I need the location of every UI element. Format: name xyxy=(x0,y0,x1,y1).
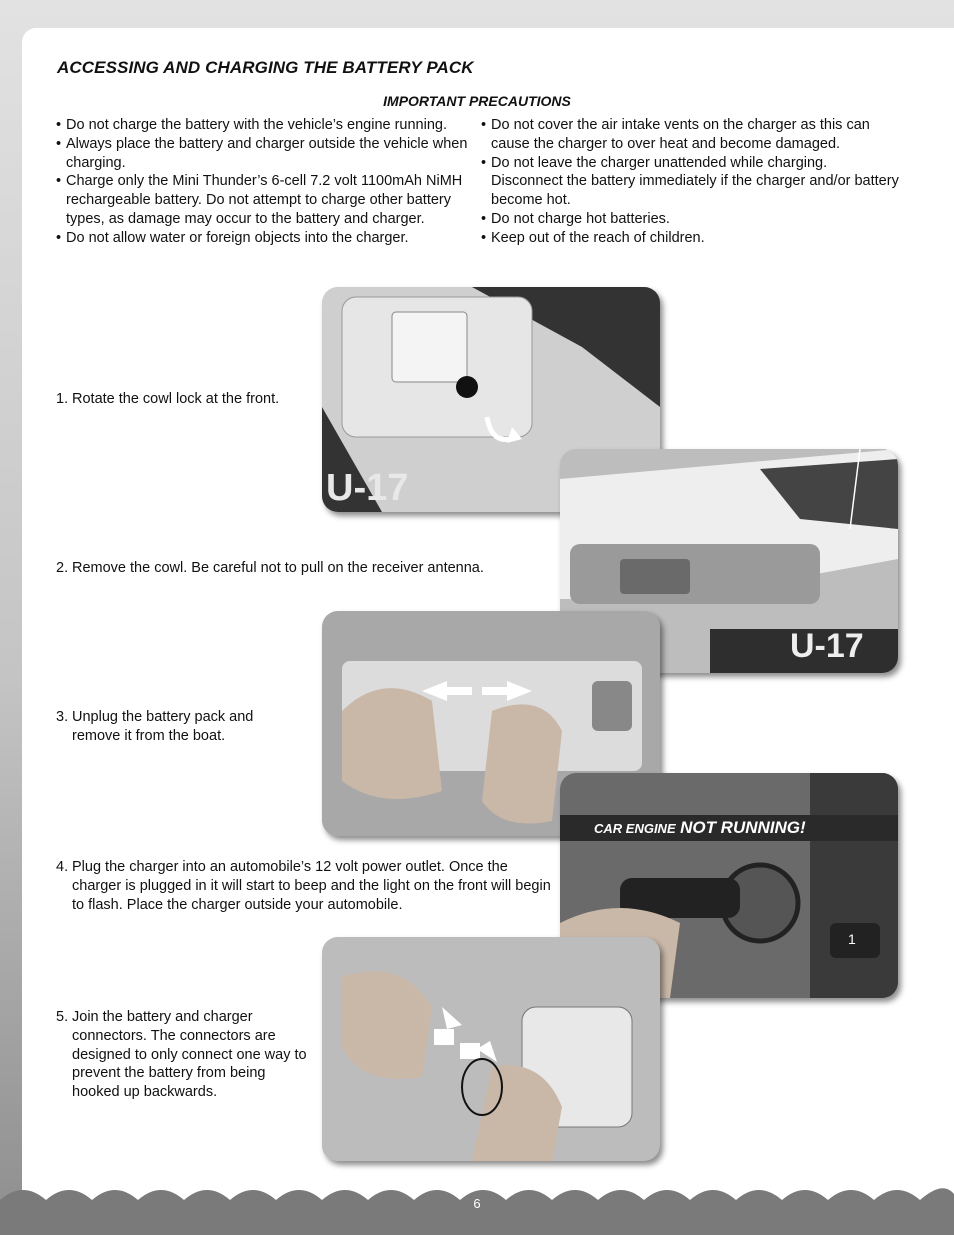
precautions-left-list xyxy=(56,116,476,248)
page-number: 6 xyxy=(473,1196,481,1211)
step-3 xyxy=(56,708,301,746)
precaution-item: • Do not leave the charger unattended while charging. Disconnect the battery immediately if the charger and/or battery become hot. xyxy=(481,154,901,210)
step-text: Join the battery and charger connectors. The connectors are designed to only connect one way to prevent the battery from being hooked up backwards. xyxy=(72,1009,307,1101)
step-1 xyxy=(56,390,306,409)
precaution-item: • Do not cover the air intake vents on the charger as this can cause the charger to over heat and become damaged. xyxy=(481,116,901,154)
step-number: 5. xyxy=(56,1009,69,1025)
banner-small-text: CAR ENGINE xyxy=(594,821,676,836)
precaution-item: • Do not charge the battery with the vehicle’s engine running. xyxy=(56,116,476,135)
step-2 xyxy=(56,559,546,578)
step-number: 1. xyxy=(56,391,69,407)
step-text: Rotate the cowl lock at the front. xyxy=(72,391,280,407)
step-number: 3. xyxy=(56,709,69,725)
step-5 xyxy=(56,1008,311,1102)
dash-button-label: 1 xyxy=(848,931,856,947)
precaution-item: • Always place the battery and charger outside the vehicle when charging. xyxy=(56,135,476,173)
precaution-item: • Keep out of the reach of children. xyxy=(481,229,901,248)
step-text: Plug the charger into an automobile’s 12 volt power outlet. Once the charger is plugged in it will start to beep and the light on the front will begin to flash. Place the charger outside your automobile. xyxy=(72,859,551,913)
precaution-item: • Do not allow water or foreign objects into the charger. xyxy=(56,229,476,248)
hull-number-label: U-17 xyxy=(326,467,409,509)
banner-big-text: NOT RUNNING! xyxy=(680,818,806,837)
step-4 xyxy=(56,858,551,914)
step-text: Remove the cowl. Be careful not to pull on the receiver antenna. xyxy=(72,560,484,576)
step-number: 2. xyxy=(56,560,69,576)
precautions-heading: IMPORTANT PRECAUTIONS xyxy=(383,93,571,109)
page-title: ACCESSING AND CHARGING THE BATTERY PACK xyxy=(57,58,474,77)
step-number: 4. xyxy=(56,859,69,875)
hull-number-label: U-17 xyxy=(790,627,864,665)
engine-warning-banner xyxy=(560,815,898,841)
step-text: Unplug the battery pack and remove it from the boat. xyxy=(72,709,254,744)
precautions-right-list xyxy=(481,116,901,248)
precaution-item: • Do not charge hot batteries. xyxy=(481,210,901,229)
photo-join-connectors xyxy=(322,937,660,1161)
precaution-item: • Charge only the Mini Thunder’s 6-cell 7.2 volt 1100mAh NiMH rechargeable battery. Do not attempt to charge other battery types, as damage may occur to the battery and charger. xyxy=(56,172,476,228)
